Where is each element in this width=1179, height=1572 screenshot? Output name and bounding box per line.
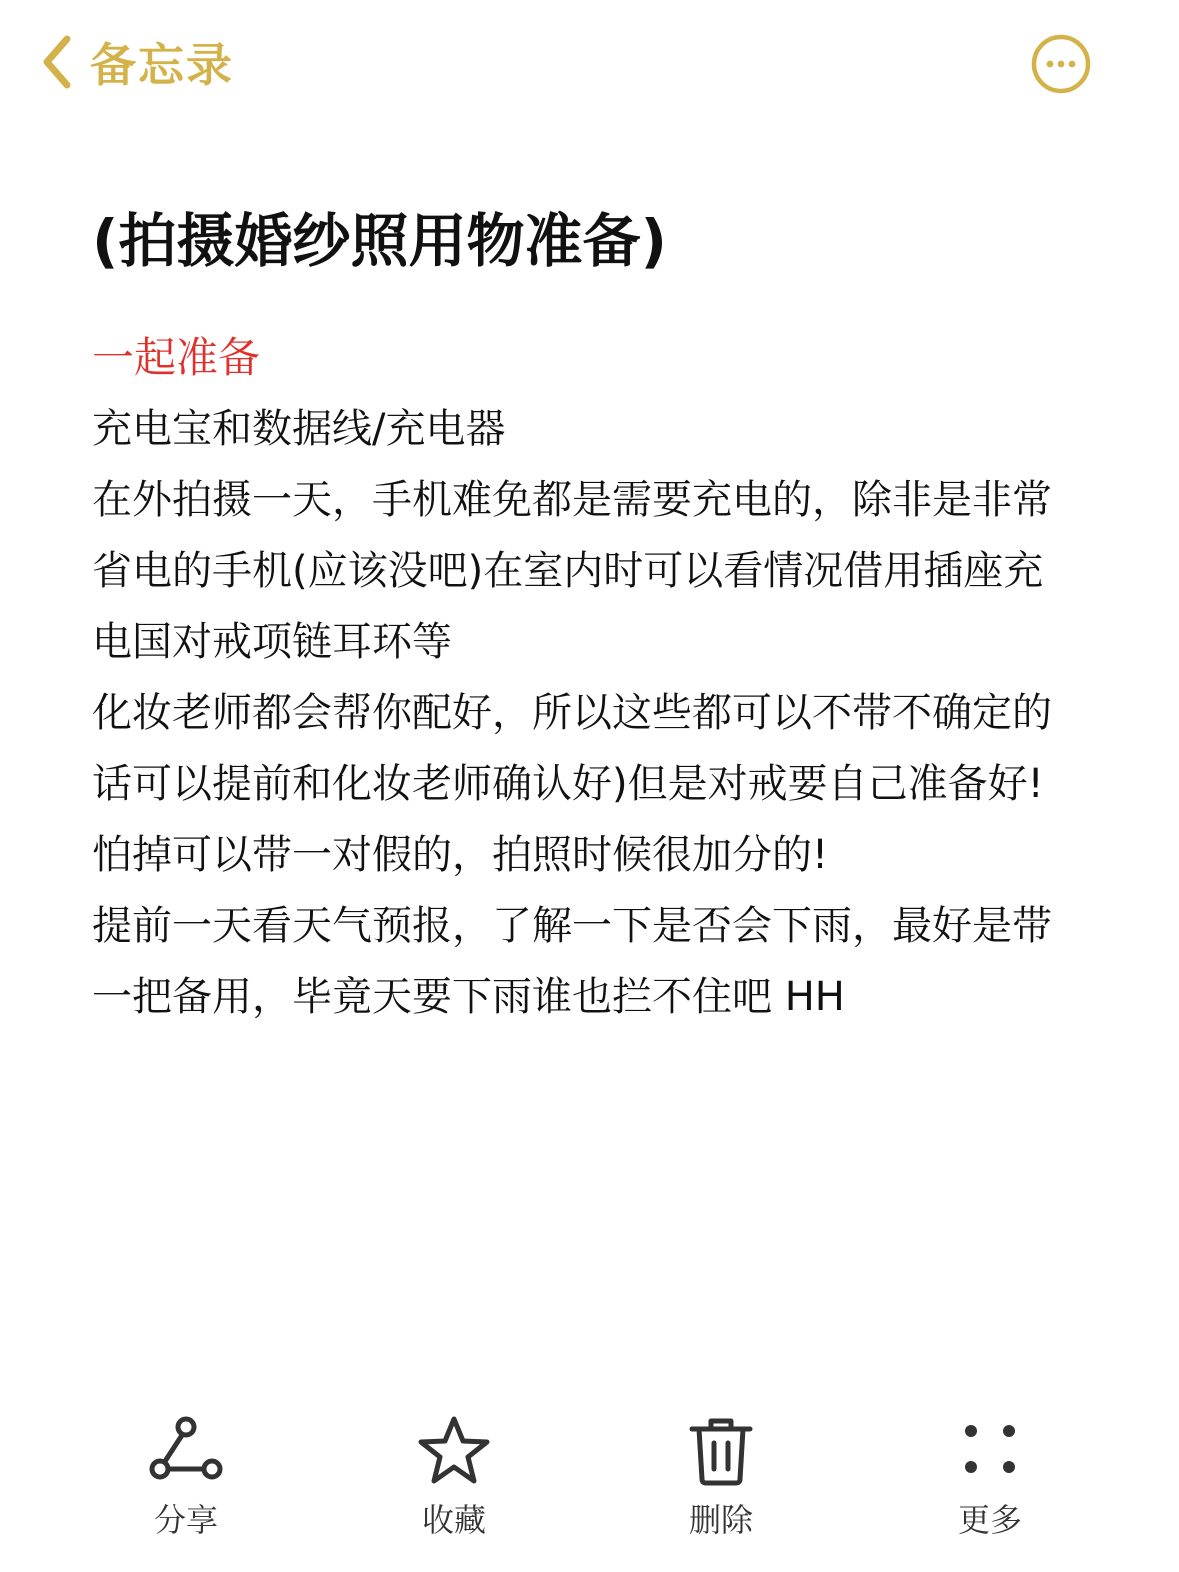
paragraph: 在外拍摄一天，手机难免都是需要充电的，除非是非常省电的手机(应该没吧)在室内时可以看情况借用插座充电国对戒项链耳环等 (92, 477, 1052, 665)
back-label: 备忘录 (90, 38, 234, 92)
share-icon (146, 1410, 226, 1490)
chevron-left-icon (36, 30, 76, 94)
dots-grid-icon (950, 1410, 1030, 1490)
paragraph: 提前一天看天气预报，了解一下是否会下雨，最好是带一把备用，毕竟天要下雨谁也拦不住吧 HH (92, 903, 1052, 1020)
delete-label: 删除 (688, 1501, 753, 1539)
more-options-button[interactable] (1030, 33, 1092, 95)
bottom-toolbar (0, 1410, 1179, 1560)
star-icon (414, 1410, 494, 1490)
more-label: 更多 (957, 1501, 1022, 1539)
trash-icon (681, 1410, 761, 1490)
ellipsis-circle-icon (1030, 80, 1092, 99)
more-button[interactable] (910, 1410, 1070, 1550)
favorite-label: 收藏 (421, 1501, 486, 1539)
favorite-button[interactable] (374, 1410, 534, 1550)
share-label: 分享 (153, 1501, 218, 1539)
note-title: (拍摄婚纱照用物准备) (92, 207, 668, 275)
delete-button[interactable] (641, 1410, 801, 1550)
nav-header (0, 0, 1179, 130)
share-button[interactable] (106, 1410, 266, 1550)
back-button[interactable] (36, 30, 234, 94)
note-body[interactable] (92, 196, 1072, 1033)
paragraph: 充电宝和数据线/充电器 (92, 406, 506, 452)
paragraph: 化妆老师都会帮你配好，所以这些都可以不带不确定的话可以提前和化妆老师确认好)但是对戒要自己准备好!怕掉可以带一对假的，拍照时候很加分的! (92, 690, 1052, 878)
section-heading: 一起准备 (92, 333, 261, 382)
